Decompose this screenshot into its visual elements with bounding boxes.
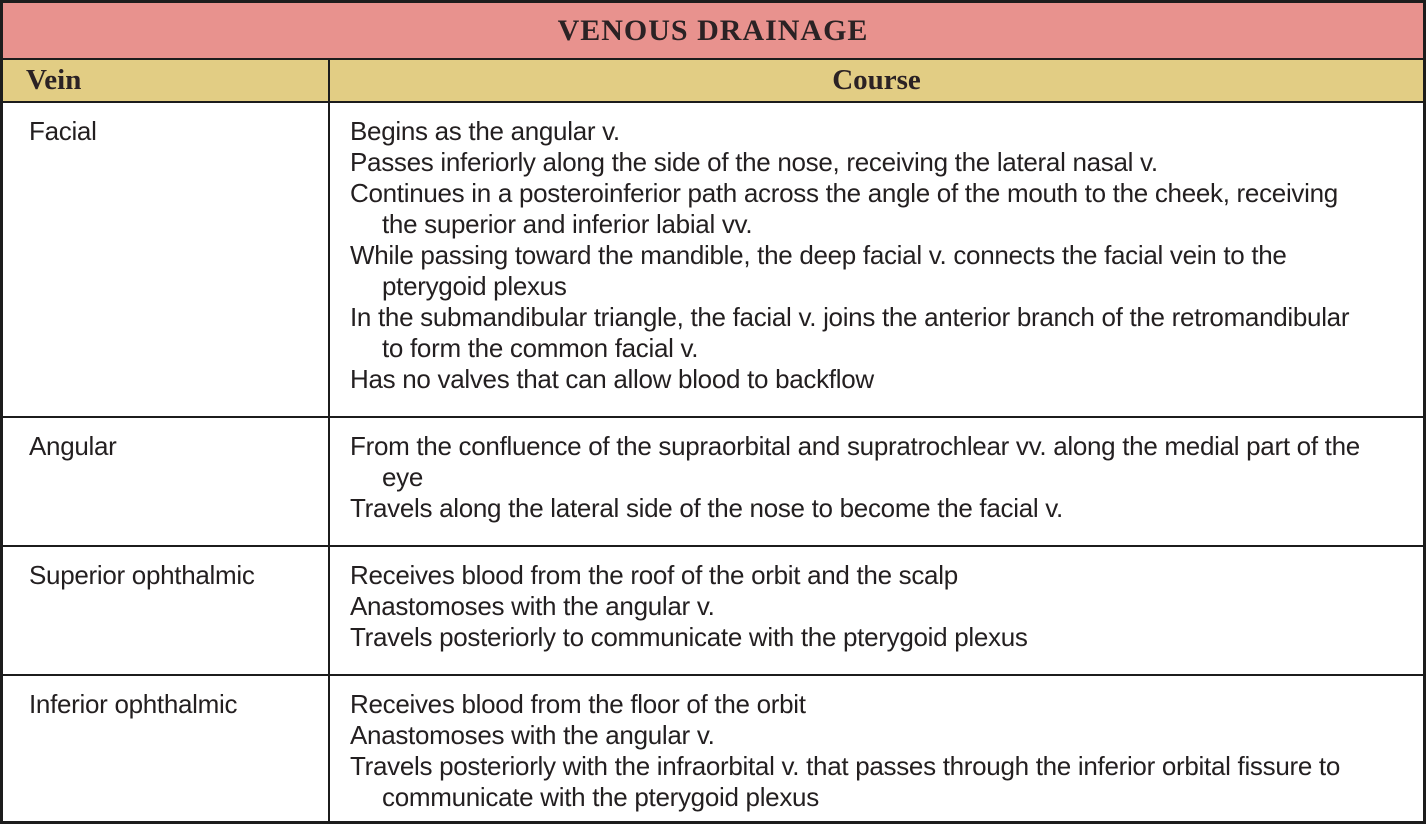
vein-cell: Facial — [3, 103, 330, 416]
vein-cell: Superior ophthalmic — [3, 547, 330, 674]
course-item: Travels posteriorly with the infraorbital v. that passes through the inferior orbital fissure to communicate with the pterygoid plexus — [350, 751, 1340, 812]
course-item: Travels along the lateral side of the nose to become the facial v. — [350, 493, 1063, 523]
table-header — [3, 60, 1423, 103]
vein-cell: Angular — [3, 418, 330, 545]
course-cell — [330, 547, 1423, 674]
column-header-vein: Vein — [3, 60, 330, 101]
course-item: From the confluence of the supraorbital and supratrochlear vv. along the medial part of the eye — [350, 431, 1360, 492]
course-item: Has no valves that can allow blood to backflow — [350, 364, 874, 394]
table-title: VENOUS DRAINAGE — [3, 3, 1423, 60]
table-row — [3, 103, 1423, 418]
course-item: In the submandibular triangle, the facial v. joins the anterior branch of the retromandibular to form the common facial v. — [350, 302, 1350, 363]
course-item: Anastomoses with the angular v. — [350, 591, 715, 621]
course-item: Receives blood from the floor of the orbit — [350, 689, 806, 719]
course-cell — [330, 676, 1423, 824]
course-item: Anastomoses with the angular v. — [350, 720, 715, 750]
table-row — [3, 547, 1423, 676]
course-cell — [330, 418, 1423, 545]
table-row — [3, 676, 1423, 824]
course-item: While passing toward the mandible, the deep facial v. connects the facial vein to the pterygoid plexus — [350, 240, 1287, 301]
table-body — [3, 103, 1423, 824]
course-item: Continues in a posteroinferior path across the angle of the mouth to the cheek, receiving the superior and inferior labial vv. — [350, 178, 1338, 239]
column-header-course: Course — [832, 64, 921, 96]
course-item: Passes inferiorly along the side of the nose, receiving the lateral nasal v. — [350, 147, 1158, 177]
table-row — [3, 418, 1423, 547]
vein-cell: Inferior ophthalmic — [3, 676, 330, 824]
course-cell — [330, 103, 1423, 416]
course-item: Begins as the angular v. — [350, 116, 620, 146]
course-item: Receives blood from the roof of the orbit and the scalp — [350, 560, 958, 590]
course-item: Travels posteriorly to communicate with the pterygoid plexus — [350, 622, 1028, 652]
